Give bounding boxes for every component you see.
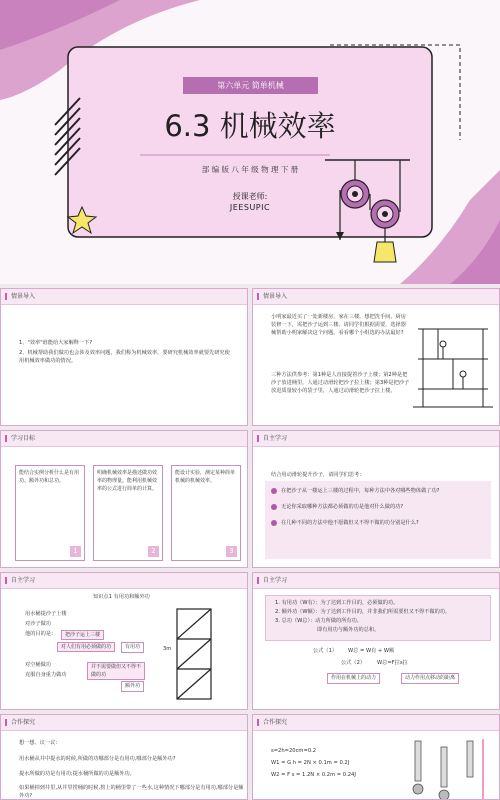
slide-tag: 合作探究 bbox=[253, 715, 499, 731]
slide-self-study-1 bbox=[252, 430, 500, 568]
slide-tag: 合作探究 bbox=[1, 715, 247, 731]
slide-tag: 学习目标 bbox=[1, 431, 247, 447]
building-illustration bbox=[413, 319, 493, 409]
intro-text: 2、机械帮助我们做功也会涉及效率问题，我们称为机械效率，要研究机械效率就要先研究使用机械效率做功的情况。 bbox=[19, 350, 230, 364]
cover-subtitle: 部 编 版 八 年 级 物 理 下 册 bbox=[201, 165, 299, 174]
extra-label: 额外功 bbox=[121, 681, 144, 692]
formula1: W总 = W有 + W额 bbox=[348, 648, 395, 654]
slide-tag: 自主学习 bbox=[1, 573, 247, 589]
distance-box: 动力作用点移动的距离 bbox=[401, 673, 459, 684]
height-label: 3m bbox=[163, 646, 172, 652]
stairs-illustration bbox=[169, 603, 219, 703]
useful-label: 有用功 bbox=[121, 642, 144, 653]
left-line: 克服自身重力做功 bbox=[25, 672, 67, 678]
slide-self-study-3 bbox=[252, 572, 500, 710]
slide-tag: 自主学习 bbox=[253, 573, 499, 589]
goal-card bbox=[15, 465, 85, 561]
goal-text: 能设计实验，测定某种简单机械的机械效率。 bbox=[175, 470, 236, 484]
slide-intro-1 bbox=[0, 288, 248, 426]
slide-tag: 情景导入 bbox=[1, 289, 247, 305]
purpose-box: 把沙子运上三楼 bbox=[61, 630, 104, 640]
explore-line: 如果桶掉到井里,从井里捞桶的时候,捞上的桶里带了一些水,这种情况下哪部分是有用功,哪部分是额外功? bbox=[19, 785, 244, 799]
cover-title: 6.3 机械效率 bbox=[164, 109, 336, 143]
slide-intro-2 bbox=[252, 288, 500, 426]
goal-number: 2 bbox=[148, 546, 159, 557]
force-box: 作用在机械上的动力 bbox=[327, 673, 380, 684]
explore-line: 提水所做的功是有用功;提水桶所做的功是额外功。 bbox=[19, 771, 135, 777]
left-line: 对沙子做功 bbox=[25, 621, 51, 627]
slide-tag: 自主学习 bbox=[253, 431, 499, 447]
question-item: 在几种不同的方法中他不愿做但又不得不做的功分别是什么? bbox=[271, 519, 486, 527]
teacher-label: 授课老师: bbox=[232, 192, 268, 201]
goal-number: 1 bbox=[70, 546, 81, 557]
slide-explore-2 bbox=[252, 714, 500, 800]
formula2-label: 公式（2） bbox=[341, 660, 366, 666]
calc-line: W1 = G h = 2N × 0.1m = 0.2J bbox=[271, 760, 350, 766]
definition-note: 即有用功与额外功的总和。 bbox=[317, 627, 380, 633]
cover-slide bbox=[0, 0, 500, 284]
left-line: 对空桶做功 bbox=[25, 662, 51, 668]
goal-card bbox=[93, 465, 163, 561]
question-item: 无论你采取哪种方法都必须做的功是他对什么做的功? bbox=[271, 503, 486, 511]
knowledge-heading: 知识点1 有用功和额外功 bbox=[93, 594, 150, 600]
goal-card bbox=[171, 465, 241, 561]
formula2: W总=F拉s拉 bbox=[377, 660, 408, 666]
slide-self-study-2 bbox=[0, 572, 248, 710]
definition-item: 3. 总功（W总）：动力所做的所有功。 bbox=[275, 618, 362, 624]
calc-line: W2 = F s = 1.2N × 0.2m = 0.24J bbox=[271, 772, 356, 778]
study-intro: 结合用动滑轮提升沙子，请同学们思考： bbox=[271, 472, 365, 478]
useful-work-box: 对人们有用必须做的功 bbox=[57, 642, 115, 652]
slide-tag: 情景导入 bbox=[253, 289, 499, 305]
intro-question: 1、"效率"谁能给大家解释一下? bbox=[19, 340, 93, 346]
explore-line: 用水桶从井中提水的时候,所做的功哪部分是有用功,哪部分是额外功? bbox=[19, 756, 176, 762]
extra-work-box: 并不需要做但又不得不做的功 bbox=[87, 662, 145, 680]
spring-scale-illustration bbox=[403, 737, 498, 800]
left-line: 用水桶提沙子上楼 bbox=[25, 611, 67, 617]
teacher-name: JEESUPIC bbox=[229, 203, 271, 212]
calc-line: s=2h=20cm=0.2 bbox=[271, 748, 317, 754]
question-item: 在把沙子从一楼运上三楼的过程中，每种方法中各对哪些物体做了功? bbox=[271, 487, 486, 495]
slide-explore-1 bbox=[0, 714, 248, 800]
formula1-label: 公式（1） bbox=[313, 648, 338, 654]
definition-item: 2. 额外功（W额）：为了达到工作目的，并非我们所需要但又不得不做的功。 bbox=[275, 609, 451, 615]
unit-badge: 第六单元 简单机械 bbox=[183, 77, 318, 94]
left-line: 他的目的是： bbox=[25, 631, 57, 637]
goal-number: 3 bbox=[226, 546, 237, 557]
think-heading: 想一想、议一议： bbox=[19, 740, 61, 746]
methods-text: 三种方法供参考：第1种是人直接提着沙子上楼；第2种是把沙子放进桶里，人通过动滑轮把沙子拉上楼；第3种是把沙子放进质量较小的袋子里，人通过动滑轮把沙子拉上楼。 bbox=[271, 372, 410, 394]
definition-item: 1. 有用功（W有）：为了达到工作目的，必须做的功。 bbox=[275, 600, 399, 606]
slide-goals bbox=[0, 430, 248, 568]
story-text: 小明家最近买了一处新楼房，家在三楼。想把洗手间、厨房装修一下，需把沙子运到三楼。请同学们根据需要，选择器械帮助小明家解决这个问题，看看哪个小组选的办法最好? bbox=[271, 314, 406, 336]
goal-text: 明确机械效率是描述做功效率的物理量。能利用机械效率的公式进行简单的计算。 bbox=[97, 470, 158, 492]
goal-text: 能结合实例分析什么是有用功、额外功和总功。 bbox=[19, 470, 80, 484]
